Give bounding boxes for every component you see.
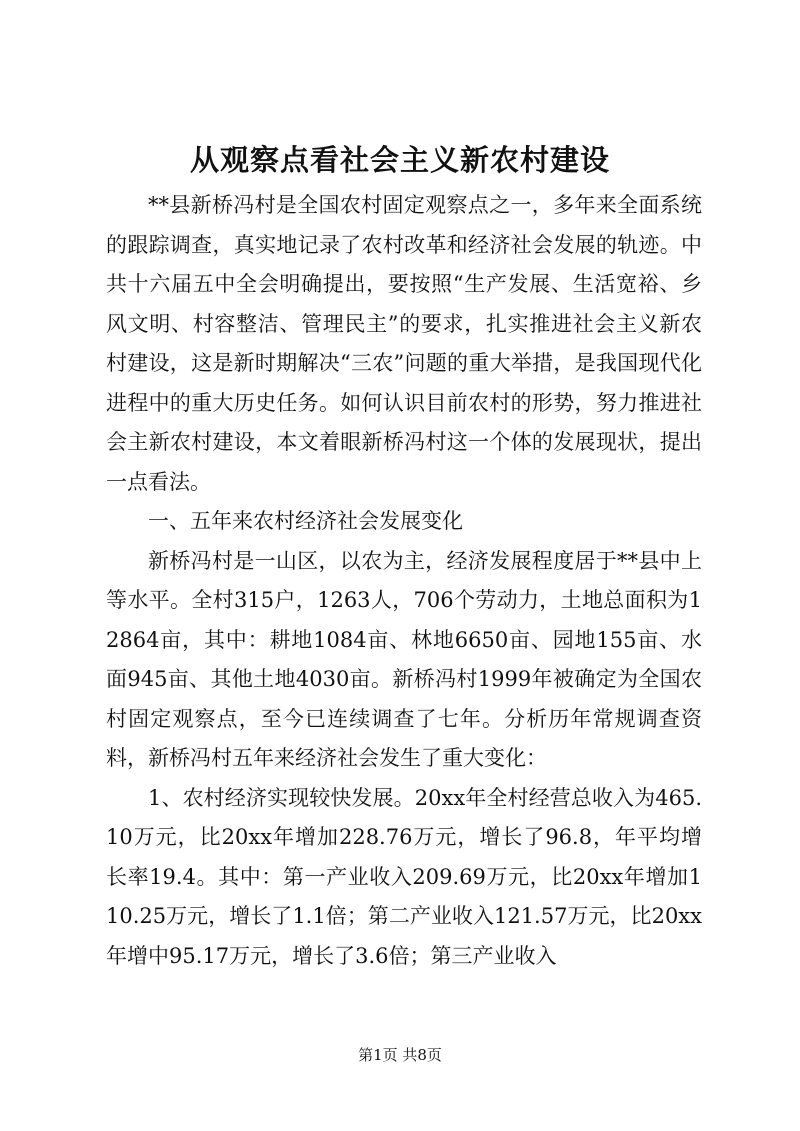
paragraph-economic-growth: 1、农村经济实现较快发展。20xx年全村经营总收入为465.10万元，比20xx年增加228.76万元，增长了96.8，年平均增长率19.4。其中：第一产业收入209.69万元，比20xx年增加110.25万元，增长了1.1倍；第二产业收入121.57万元，比20xx年增中95.17万元，增长了3.6倍；第三产业收入: [106, 785, 702, 968]
paragraph-intro: **县新桥冯村是全国农村固定观察点之一，多年来全面系统的跟踪调查，真实地记录了农村改革和经济社会发展的轨迹。中共十六届五中全会明确提出，要按照“生产发展、生活宽裕、乡风文明、村容整洁、管理民主”的要求，扎实推进社会主义新农村建设，这是新时期解决“三农”问题的重大举措，是我国现代化进程中的重大历史任务。如何认识目前农村的形势，努力推进社会主新农村建设，本文着眼新桥冯村这一个体的发展现状，提出一点看法。: [106, 193, 702, 494]
document-title: 从观察点看社会主义新农村建设: [189, 143, 610, 177]
paragraph-village-overview: 新桥冯村是一山区，以农为主，经济发展程度居于**县中上等水平。全村315户，1263人，706个劳动力，土地总面积为12864亩，其中：耕地1084亩、林地6650亩、园地155亩、水面945亩、其他土地4030亩。新桥冯村1999年被确定为全国农村固定观察点，至今已连续调查了七年。分析历年常规调查资料，新桥冯村五年来经济社会发生了重大变化：: [106, 548, 702, 770]
page-footer: 第1页 共8页: [358, 1046, 442, 1064]
section-heading: 一、五年来农村经济社会发展变化: [148, 509, 463, 533]
document-body: [106, 186, 702, 976]
